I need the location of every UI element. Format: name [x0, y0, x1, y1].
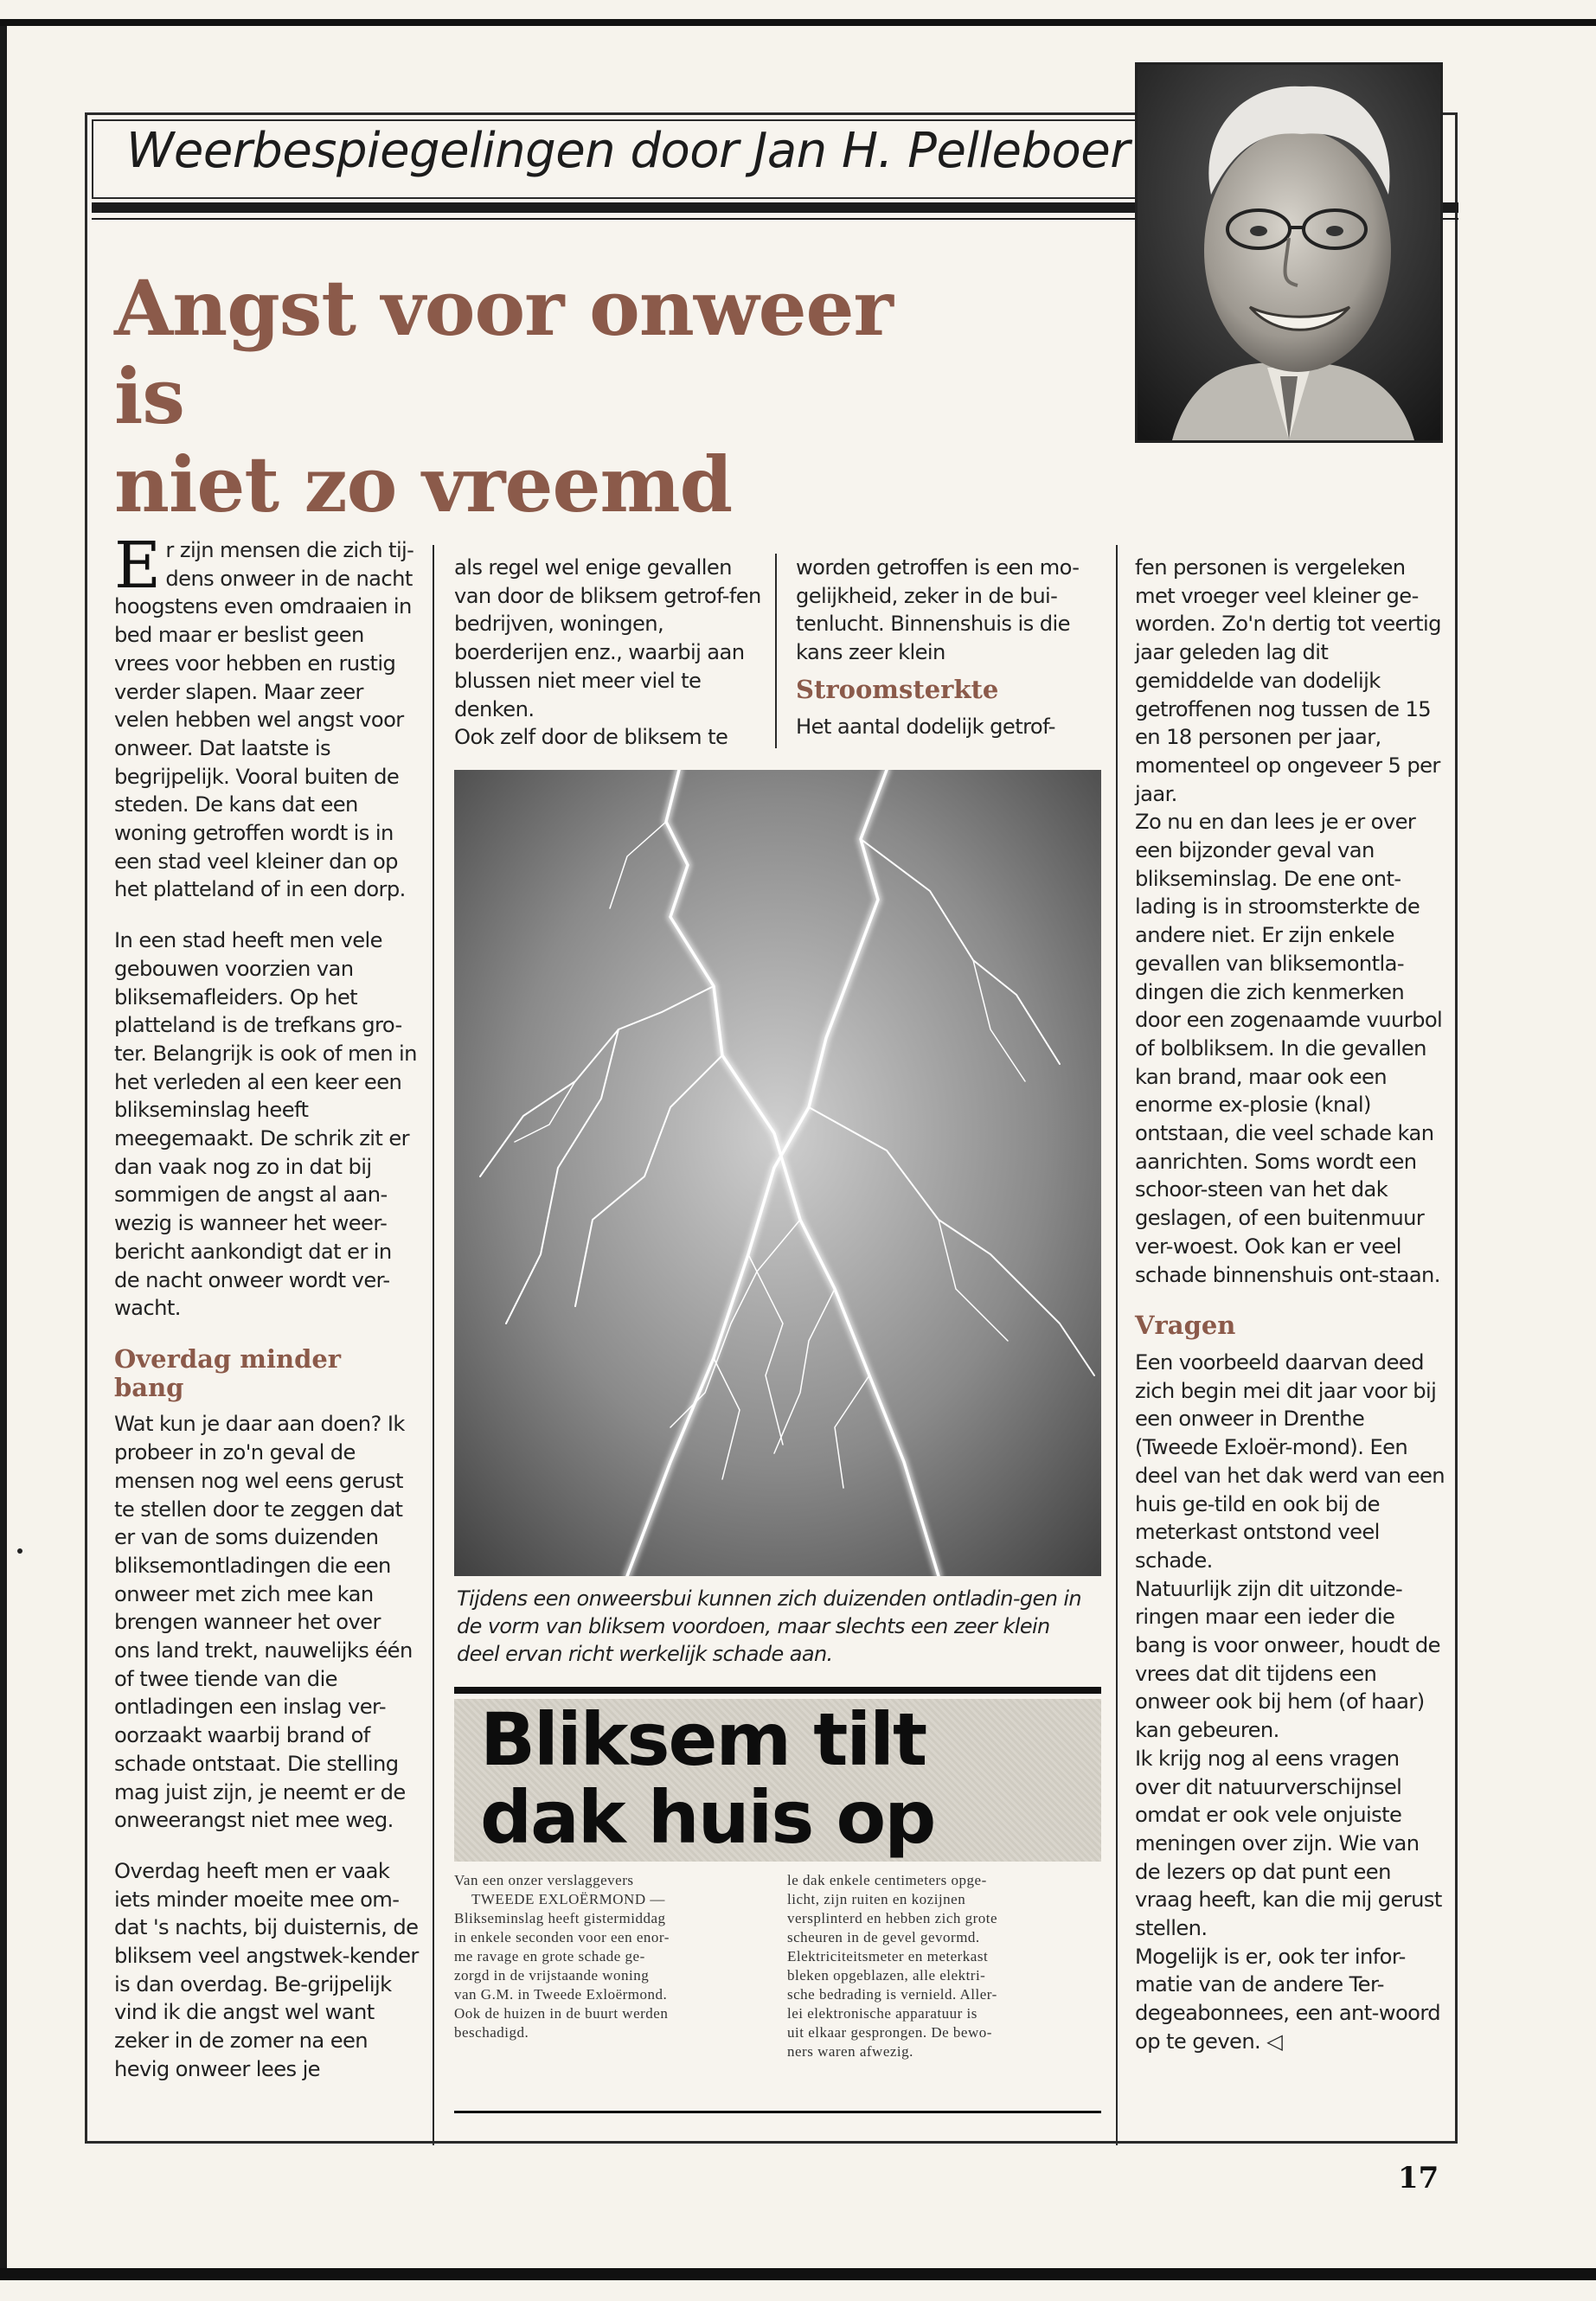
column-rule	[1116, 545, 1118, 2145]
clipping-line: Ook de huizen in de buurt werden	[454, 2005, 669, 2022]
clipping-headline-line-1: Bliksem tilt	[480, 1697, 926, 1782]
column-2	[454, 554, 766, 774]
lightning-illustration	[454, 770, 1101, 1576]
clipping-line: lei elektronische apparatuur is	[787, 2005, 977, 2022]
paragraph: Een voorbeeld daarvan deed zich begin mei dit jaar voor bij een onweer in Drenthe (Tweede Exloër-mond). Een deel van het dak werd van een huis ge-tild en ook bij de meterkast ontstond veel schade.	[1135, 1349, 1445, 1573]
paragraph: fen personen is vergeleken met vroeger veel kleiner ge-worden. Zo'n dertig tot veertig jaar geleden lag dit gemiddelde van dodelijk getroffenen nog tussen de 15 en 18 personen per jaar, momenteel op ongeveer 5 per jaar.	[1135, 555, 1441, 806]
speck	[17, 1548, 22, 1554]
clipping-line: TWEEDE EXLOËRMOND —	[471, 1891, 665, 1907]
headline-line-1: Angst voor onweer is	[114, 263, 893, 441]
paragraph: Ook zelf door de bliksem te	[454, 725, 728, 750]
clipping-top-rule	[454, 1687, 1101, 1694]
column-rule	[433, 545, 434, 2145]
clipping-line: Blikseminslag heeft gistermiddag	[454, 1910, 666, 1926]
clipping-line: bleken opgeblazen, alle elektri-	[787, 1967, 986, 1984]
clipping-line: le dak enkele centimeters opge-	[787, 1872, 987, 1888]
newspaper-clipping	[454, 1687, 1101, 2158]
paragraph: als regel wel enige gevallen van door de bliksem getrof-fen bedrijven, woningen, boerderijen enz., waarbij aan blussen niet meer viel te denken.	[454, 555, 761, 721]
headline-line-2: niet zo vreemd	[114, 439, 733, 529]
clipping-line: ners waren afwezig.	[787, 2043, 913, 2060]
paragraph	[114, 529, 419, 904]
column-4	[1135, 554, 1446, 2056]
top-border	[0, 19, 1596, 26]
paragraph-text: r zijn mensen die zich tij-dens onweer in de nacht hoogstens even omdraaien in bed maar er beslist geen vrees voor hebben en rustig verder slapen. Maar zeer velen hebben wel angst voor onweer. Dat laatste is begrijpelijk. Vooral buiten de steden. De kans dat een woning getroffen wordt is in een stad veel kleiner dan op het platteland of in een dorp.	[114, 538, 414, 902]
photo-caption: Tijdens een onweersbui kunnen zich duizenden ontladin-gen in de vorm van bliksem voordoen, maar slechts een zeer klein deel ervan richt werkelijk schade aan.	[457, 1586, 1082, 1666]
paragraph: worden getroffen is een mo-gelijkheid, zeker in de bui-tenlucht. Binnenshuis is die kans zeer klein	[796, 555, 1080, 665]
paragraph: In een stad heeft men vele gebouwen voorzien van bliksemafleiders. Op het platteland is de trefkans gro-ter. Belangrijk is ook of men in het verleden al een keer een blikseminslag heeft meegemaakt. De schrik zit er dan vaak nog zo in dat bij sommigen de angst al aan-wezig is wanneer het weer-bericht aankondigt dat er in de nacht onweer wordt ver-wacht.	[114, 928, 417, 1321]
paragraph: Het aantal dodelijk getrof-	[796, 714, 1055, 739]
left-edge-shadow	[0, 26, 7, 2268]
subheading-stroomsterkte: Stroomsterkte	[796, 674, 999, 704]
clipping-column-left	[454, 1871, 771, 2042]
paragraph: Mogelijk is er, ook ter infor-matie van de andere Ter-degeabonnees, een ant-woord op te geven. ◁	[1135, 1944, 1441, 2054]
clipping-line: Van een onzer verslaggevers	[454, 1872, 634, 1888]
lightning-photo	[454, 770, 1101, 1576]
page-number: 17	[1398, 2161, 1439, 2195]
author-portrait	[1135, 62, 1443, 443]
subheading-overdag: Overdag minder bang	[114, 1343, 342, 1402]
paragraph: Natuurlijk zijn dit uitzonde-ringen maar een ieder die bang is voor onweer, houdt de vrees dat dit tijdens een onweer ook bij hem (of haar) kan gebeuren.	[1135, 1576, 1440, 1743]
clipping-line: Elektriciteitsmeter en meterkast	[787, 1948, 989, 1965]
clipping-line: van G.M. in Tweede Exloërmond.	[454, 1986, 668, 2003]
clipping-line: versplinterd en hebben zich grote	[787, 1910, 998, 1926]
clipping-bottom-rule	[454, 2111, 1101, 2113]
clipping-line: scheuren in de gevel gevormd.	[787, 1929, 980, 1945]
clipping-line: zorgd in de vrijstaande woning	[454, 1967, 650, 1984]
clipping-line: beschadigd.	[454, 2024, 529, 2041]
bottom-border	[0, 2268, 1596, 2280]
paragraph: Zo nu en dan lees je er over een bijzonder geval van blikseminslag. De ene ont-lading is in stroomsterkte de andere niet. Er zijn enkele gevallen van bliksemontla-dingen die zich kenmerken door een zogenaamde vuurbol of bolbliksem. In die gevallen kan brand, maar ook een enorme ex-plosie (knal) ontstaan, die veel schade kan aanrichten. Soms wordt een schoor-steen van het dak geslagen, of een buitenmuur ver-woest. Ook kan er veel schade binnenshuis ont-staan.	[1135, 810, 1443, 1287]
drop-cap: E	[114, 529, 161, 603]
subheading-vragen: Vragen	[1135, 1311, 1236, 1341]
column-kicker: Weerbespiegelingen door Jan H. Pelleboer	[126, 123, 1130, 179]
clipping-line: licht, zijn ruiten en kozijnen	[787, 1891, 966, 1907]
paragraph: Overdag heeft men er vaak iets minder moeite mee om-dat 's nachts, bij duisternis, de bliksem veel angstwek-kender is dan overdag. Be-grijpelijk vind ik die angst wel want zeker in de zomer na een hevig onweer lees je	[114, 1858, 419, 2081]
clipping-line: sche bedrading is vernield. Aller-	[787, 1986, 997, 2003]
portrait-illustration	[1138, 65, 1440, 440]
paragraph: Ik krijg nog al eens vragen over dit natuurverschijnsel omdat er ook vele onjuiste meningen over zijn. Wie van de lezers op dat punt een vraag heeft, kan die mij gerust stellen.	[1135, 1746, 1442, 1941]
clipping-line: me ravage en grote schade ge-	[454, 1948, 645, 1965]
article-headline	[114, 264, 979, 529]
clipping-column-right	[787, 1871, 1104, 2061]
column-1	[114, 529, 419, 2106]
clipping-line: uit elkaar gesprongen. De bewo-	[787, 2024, 992, 2041]
column-rule	[775, 554, 777, 748]
clipping-headline	[480, 1697, 1086, 1860]
clipping-line: in enkele seconden voor een enor-	[454, 1929, 670, 1945]
column-3	[796, 554, 1103, 763]
clipping-headline-line-2: dak huis op	[480, 1775, 935, 1860]
paragraph: Wat kun je daar aan doen? Ik probeer in zo'n geval de mensen nog wel eens gerust te stellen door te zeggen dat er van de soms duizenden bliksemontladingen die een onweer met zich mee kan brengen wanneer het over ons land trekt, nauwelijks één of twee tiende van die ontladingen een inslag ver-oorzaakt waarbij brand of schade ontstaat. Die stelling mag juist zijn, je neemt er de onweerangst niet mee weg.	[114, 1412, 413, 1833]
